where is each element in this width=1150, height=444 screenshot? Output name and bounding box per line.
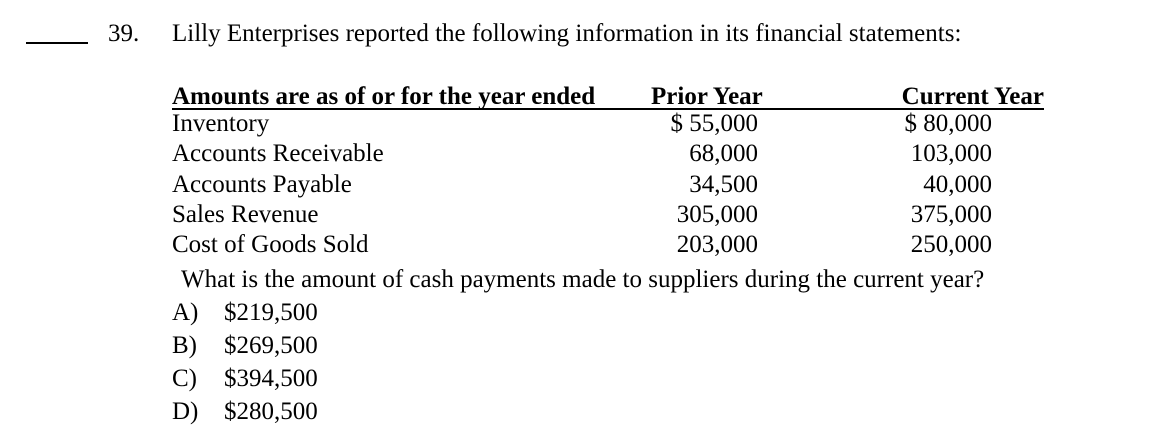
question-intro: Lilly Enterprises reported the following information in its financial statements: xyxy=(172,20,962,47)
choice-c[interactable] xyxy=(172,362,318,395)
row-current-value: 40,000 xyxy=(923,170,992,198)
question-prompt: What is the amount of cash payments made to suppliers during the current year? xyxy=(181,266,985,293)
choice-value: $269,500 xyxy=(224,332,318,359)
question-number: 39. xyxy=(108,20,140,47)
choice-value: $219,500 xyxy=(224,299,318,326)
choice-letter: B) xyxy=(172,332,197,359)
row-prior-value: 34,500 xyxy=(689,170,758,198)
choice-value: $394,500 xyxy=(224,365,318,392)
row-prior-value: $ 55,000 xyxy=(670,110,758,137)
table-row xyxy=(172,230,1044,260)
table-row xyxy=(172,170,1044,200)
header-label: Amounts are as of or for the year ended xyxy=(172,83,596,110)
choice-a[interactable] xyxy=(172,296,318,329)
choice-letter: A) xyxy=(172,299,199,326)
row-current-value: 250,000 xyxy=(910,231,992,259)
row-label: Sales Revenue xyxy=(172,200,319,228)
row-label: Cost of Goods Sold xyxy=(172,231,369,259)
row-current-value: 375,000 xyxy=(910,200,992,228)
row-current-value: 103,000 xyxy=(910,140,992,168)
row-label: Inventory xyxy=(172,110,270,137)
answer-choices xyxy=(172,296,318,428)
header-prior-year: Prior Year xyxy=(651,83,763,110)
table-row xyxy=(172,139,1044,169)
table-header-row xyxy=(172,82,1044,109)
row-prior-value: 305,000 xyxy=(676,200,758,228)
row-prior-value: 203,000 xyxy=(676,231,758,259)
row-current-value: $ 80,000 xyxy=(904,110,992,137)
row-prior-value: 68,000 xyxy=(689,140,758,168)
header-current-year: Current Year xyxy=(901,83,1044,110)
choice-d[interactable] xyxy=(172,395,318,428)
choice-b[interactable] xyxy=(172,329,318,362)
choice-letter: D) xyxy=(172,398,199,425)
row-label: Accounts Payable xyxy=(172,170,352,198)
row-label: Accounts Receivable xyxy=(172,140,384,168)
answer-blank-line xyxy=(26,42,88,44)
choice-letter: C) xyxy=(172,365,197,392)
table-row xyxy=(172,109,1044,139)
choice-value: $280,500 xyxy=(224,398,318,425)
financial-data-table xyxy=(172,82,1044,260)
table-row xyxy=(172,200,1044,230)
